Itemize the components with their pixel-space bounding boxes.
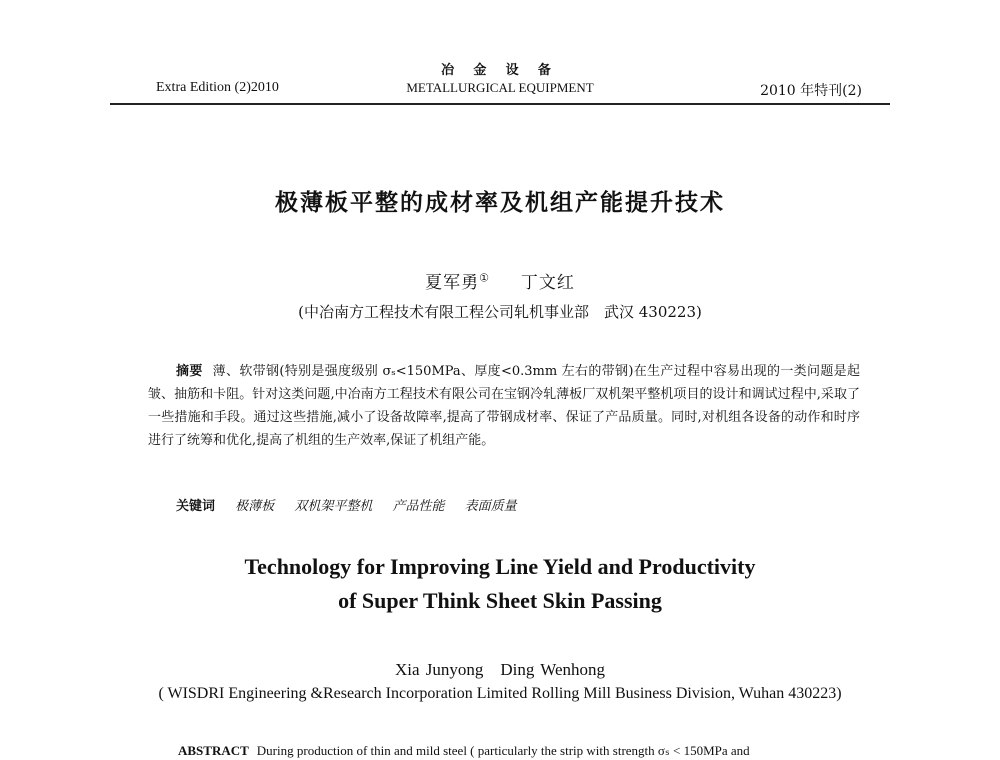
header-edition: Extra Edition (2)2010 <box>156 80 279 95</box>
header-issue: 2010 年特刊(2) <box>760 83 862 99</box>
abstract-label-cn: 摘要 <box>176 364 203 379</box>
paper-title-cn: 极薄板平整的成材率及机组产能提升技术 <box>275 190 725 216</box>
abstract-label-en: ABSTRACT <box>178 743 249 758</box>
keywords-label-cn: 关键词 <box>176 499 216 514</box>
keywords-cn <box>176 495 533 514</box>
abstract-cn <box>148 360 860 452</box>
affiliation-cn: (中冶南方工程技术有限工程公司轧机事业部 武汉 430223) <box>298 303 702 321</box>
authors-cn <box>0 268 1000 293</box>
title-en-line-1: Technology for Improving Line Yield and Productivity <box>244 554 756 579</box>
affiliation-en: ( WISDRI Engineering &Research Incorporation Limited Rolling Mill Business Division, Wuhan 430223) <box>158 685 842 702</box>
keyword: 产品性能 <box>392 499 445 514</box>
author-1-cn: 夏军勇 <box>425 273 480 293</box>
author-1-footnote-mark: ① <box>479 271 491 285</box>
journal-name-en: METALLURGICAL EQUIPMENT <box>406 80 594 95</box>
abstract-text-en: During production of thin and mild steel ( particularly the strip with strength σₛ < 150MPa and <box>256 743 750 758</box>
header-rule <box>110 103 890 105</box>
title-en-line-2: of Super Think Sheet Skin Passing <box>338 588 662 613</box>
abstract-text-cn: 薄、软带钢(特别是强度级别 σₛ<150MPa、厚度<0.3mm 左右的带钢)在生产过程中容易出现的一类问题是起皱、抽筋和卡阻。针对这类问题,中冶南方工程技术有限公司在宝钢冷轧薄板厂双机架平整机项目的设计和调试过程中,采取了一些措施和手段。通过这些措施,减小了设备故障率,提高了带钢成材率、保证了产品质量。同时,对机组各设备的动作和时序进行了统筹和优化,提高了机组的生产效率,保证了机组产能。 <box>148 364 860 448</box>
keyword: 双机架平整机 <box>294 499 373 514</box>
page-header <box>110 62 890 102</box>
authors-en: Xia Junyong Ding Wenhong <box>394 660 606 679</box>
journal-name-cn: 冶 金 设 备 <box>441 62 559 77</box>
abstract-en <box>178 743 878 759</box>
author-2-cn: 丁文红 <box>520 273 575 293</box>
keyword: 表面质量 <box>464 499 517 514</box>
paper-title-en <box>0 550 1000 618</box>
keyword: 极薄板 <box>235 499 275 514</box>
